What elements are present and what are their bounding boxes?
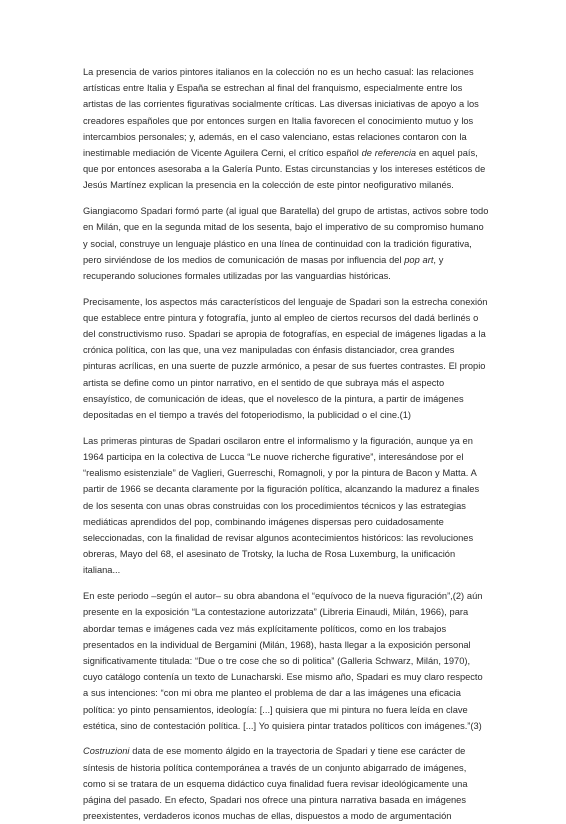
italic-text: pop art (404, 254, 434, 265)
paragraph (83, 64, 490, 194)
document-body (83, 64, 490, 824)
italic-text: Costruzioni (83, 746, 130, 757)
text-run: Precisamente, los aspectos más característicos del lenguaje de Spadari son la estrecha conexión que establece entre pintura y fotografía, junto al empleo de ciertos recursos del dadá berlinés o del constructivismo ruso. Spadari se apropia de fotografías, en especial de imágenes ligadas a la crónica política, con las que, una vez manipuladas con énfasis distanciador, crea grandes pinturas acrílicas, en una suerte de puzzle armónico, a pesar de sus fuertes contrastes. El propio artista se define como un pintor narrativo, en el sentido de que subraya más el aspecto ensayístico, de comunicación de ideas, que el novelesco de la pintura, a partir de imágenes depositadas en el tiempo a través del fotoperiodismo, la publicidad o el cine.(1) (83, 296, 488, 421)
text-run: Las primeras pinturas de Spadari oscilaron entre el informalismo y la figuración, aunque ya en 1964 participa en la colectiva de Lucca “Le nuove richerche figurative”, interesándose por el “realismo esistenziale” de Vaglieri, Guerreschi, Romagnoli, y por la pintura de Bacon y Matta. A partir de 1966 se decanta claramente por la figuración política, alcanzando la madurez a finales de los sesenta con unas obras construidas con los procedimientos técnicos y las estrategias mediáticas aprendidos del pop, combinando imágenes dispersas pero cuidadosamente seleccionadas, con la finalidad de revisar algunos acontecimientos históricos: las revoluciones obreras, Mayo del 68, el asesinato de Trotsky, la lucha de Rosa Luxemburg, la unificación italiana... (83, 435, 480, 576)
text-run: data de ese momento álgido en la trayectoria de Spadari y tiene ese carácter de síntesis de historia política contemporánea a través de un conjunto abigarrado de imágenes, como si se tratara de un esquema didáctico cuya finalidad fuera revisar ideológicamente una página del pasado. En efecto, Spadari nos ofrece una pintura narrativa basada en imágenes preexistentes, verdaderos iconos muchas de ellas, dispuestos a modo de argumentación (83, 746, 468, 822)
text-run: En este periodo –según el autor– su obra abandona el “equívoco de la nueva figuración”,(2) aún presente en la exposición “La contestazione autorizzata” (Libreria Einaudi, Milán, 1966), para abordar temas e imágenes cada vez más explícitamente políticos, como en los trabajos presentados en la individual de Bergamini (Milán, 1968), hasta llegar a la exposición personal significativamente titulada: “Due o tre cose che so di politica” (Galleria Schwarz, Milán, 1970), cuyo catálogo contenía un texto de Lunacharski. Ese mismo año, Spadari es muy claro respecto a sus intenciones: “con mi obra me planteo el problema de dar a las imágenes una eficacia política: yo pinto pensamientos, ideología: [...] quisiera que mi pintura no fuera leída en clave estética, sino de contestación política. [...] Yo quisiera pintar tratados políticos con imágenes.”(3) (83, 591, 483, 731)
text-run: , y recuperando soluciones formales utilizadas por las vanguardias históricas. (83, 254, 444, 281)
italic-text: de referencia (361, 148, 417, 159)
paragraph (83, 203, 490, 284)
paragraph (83, 588, 490, 734)
paragraph (83, 433, 490, 579)
text-run: Giangiacomo Spadari formó parte (al igual que Baratella) del grupo de artistas, activos sobre todo en Milán, que en la segunda mitad de los sesenta, bajo el imperativo de su compromiso humano y social, construye un lenguaje plástico en una línea de continuidad con la tradición figurativa, pero sirviéndose de los medios de comunicación de masas por influencia del (83, 206, 489, 265)
paragraph (83, 743, 490, 824)
text-run: La presencia de varios pintores italianos en la colección no es un hecho casual: las relaciones artísticas entre Italia y España se estrechan al final del franquismo, especialmente entre los artistas de las corrientes figurativas socialmente críticas. Las diversas iniciativas de apoyo a los creadores españoles que por entonces surgen en Italia favorecen el conocimiento mutuo y los intercambios personales; y, además, en el caso valenciano, estas relaciones contaron con la inestimable mediación de Vicente Aguilera Cerni, el crítico español (83, 67, 479, 159)
paragraph (83, 294, 490, 424)
text-run: en aquel país, que por entonces asesoraba a la Galería Punto. Estas circunstancias y los intereses estéticos de Jesús Martínez explican la presencia en la colección de este pintor neofigurativo milanés. (83, 148, 486, 191)
